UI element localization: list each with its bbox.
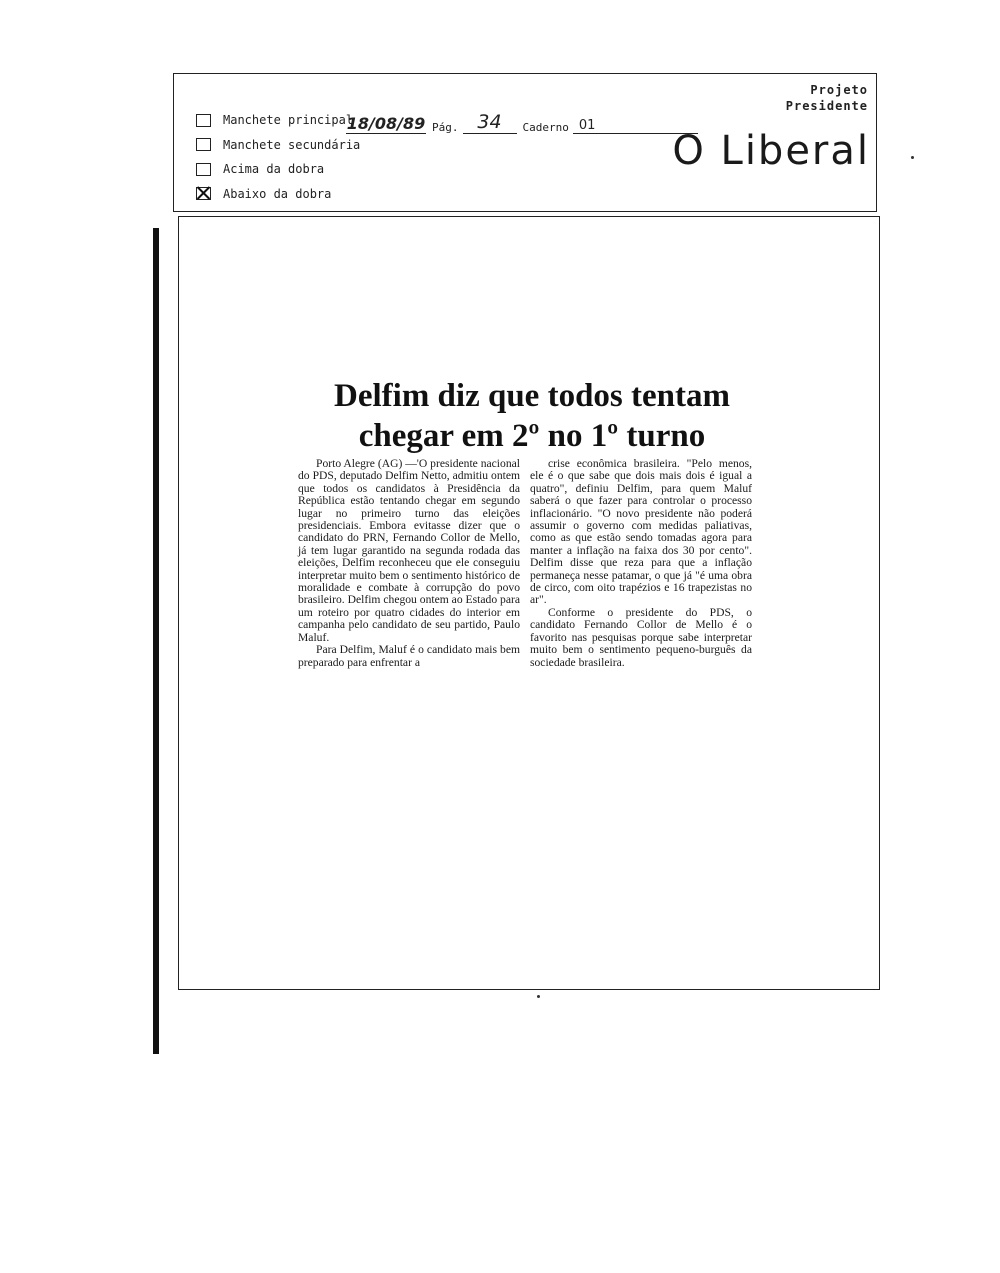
- clipping-metadata: [346, 110, 698, 134]
- caderno-value: 01: [573, 118, 698, 134]
- caderno-label: Caderno: [522, 121, 569, 134]
- clipping-content-frame: [178, 216, 880, 990]
- article-paragraph: crise econômica brasileira. "Pelo menos, ele é o que sabe que dois mais dois é igual a quatro", definiu Delfim, para quem Maluf saberá o que fazer para controlar o processo inflacionário. "O novo presidente não poderá assumir o governo com medidas paliativas, como as que estão sendo tomadas agora para manter a inflação na faixa dos 30 por cento". Delfim disse que reza para que a inflação permaneça nesse patamar, o que já "é uma obra de circo, com oito trapézios e 16 trapezistas no ar".: [530, 457, 752, 607]
- page-number: 34: [463, 111, 517, 134]
- article-paragraph: Conforme o presidente do PDS, o candidato Fernando Collor de Mello é o favorito nas pesquisas porque sabe interpretar muito bem o sentimento pequeno-burguês da sociedade brasileira.: [530, 605, 752, 669]
- article-column-1: [298, 458, 520, 669]
- checkbox-acima-da-dobra[interactable]: [196, 163, 211, 176]
- project-stamp: [786, 82, 868, 114]
- checkbox-row-manchete-secundaria: [196, 133, 360, 158]
- newspaper-name: O Liberal: [672, 128, 870, 174]
- checkbox-manchete-principal[interactable]: [196, 114, 211, 127]
- checkbox-row-abaixo-da-dobra: [196, 182, 360, 207]
- article-headline: [302, 376, 762, 456]
- checkbox-row-acima-da-dobra: [196, 157, 360, 182]
- article-paragraph: Para Delfim, Maluf é o candidato mais bem preparado para enfrentar a: [298, 643, 520, 669]
- project-line-1: Projeto: [810, 83, 868, 97]
- headline-line-1: Delfim diz que todos tentam: [334, 378, 730, 414]
- checkbox-manchete-secundaria[interactable]: [196, 138, 211, 151]
- scan-speck: [911, 156, 914, 159]
- clipping-header: [173, 73, 877, 212]
- checkbox-label: Abaixo da dobra: [223, 186, 332, 201]
- scan-edge-bar: [153, 228, 159, 1054]
- scan-speck: [537, 995, 540, 998]
- checkbox-label: Acima da dobra: [223, 162, 325, 177]
- checkbox-row-manchete-principal: [196, 108, 360, 133]
- headline-line-2: chegar em 2º no 1º turno: [358, 418, 706, 454]
- placement-checklist: [196, 108, 360, 206]
- checkbox-label: Manchete principal: [223, 113, 354, 128]
- page-label: Pág.: [432, 121, 459, 134]
- article-column-2: [530, 458, 752, 669]
- clipping-date: 18/08/89: [346, 114, 426, 133]
- checkbox-abaixo-da-dobra[interactable]: [196, 187, 211, 200]
- checkbox-label: Manchete secundária: [223, 137, 361, 152]
- project-line-2: Presidente: [785, 99, 868, 113]
- article-paragraph: Porto Alegre (AG) —'O presidente nacional do PDS, deputado Delfim Netto, admitiu ontem que todos os candidatos à Presidência da República estão tentando chegar em segundo lugar no primeiro turno das eleições presidenciais. Embora evitasse dizer que o candidato do PRN, Fernando Collor de Mello, já tem lugar garantido na segunda rodada das eleições, Delfim reconheceu que ele conseguiu interpretar muito bem o sentimento histórico de moralidade e combate à corrupção do povo brasileiro. Delfim chegou ontem ao Estado para um roteiro por quatro cidades do interior em campanha pelo candidato de seu partido, Paulo Maluf.: [298, 457, 520, 644]
